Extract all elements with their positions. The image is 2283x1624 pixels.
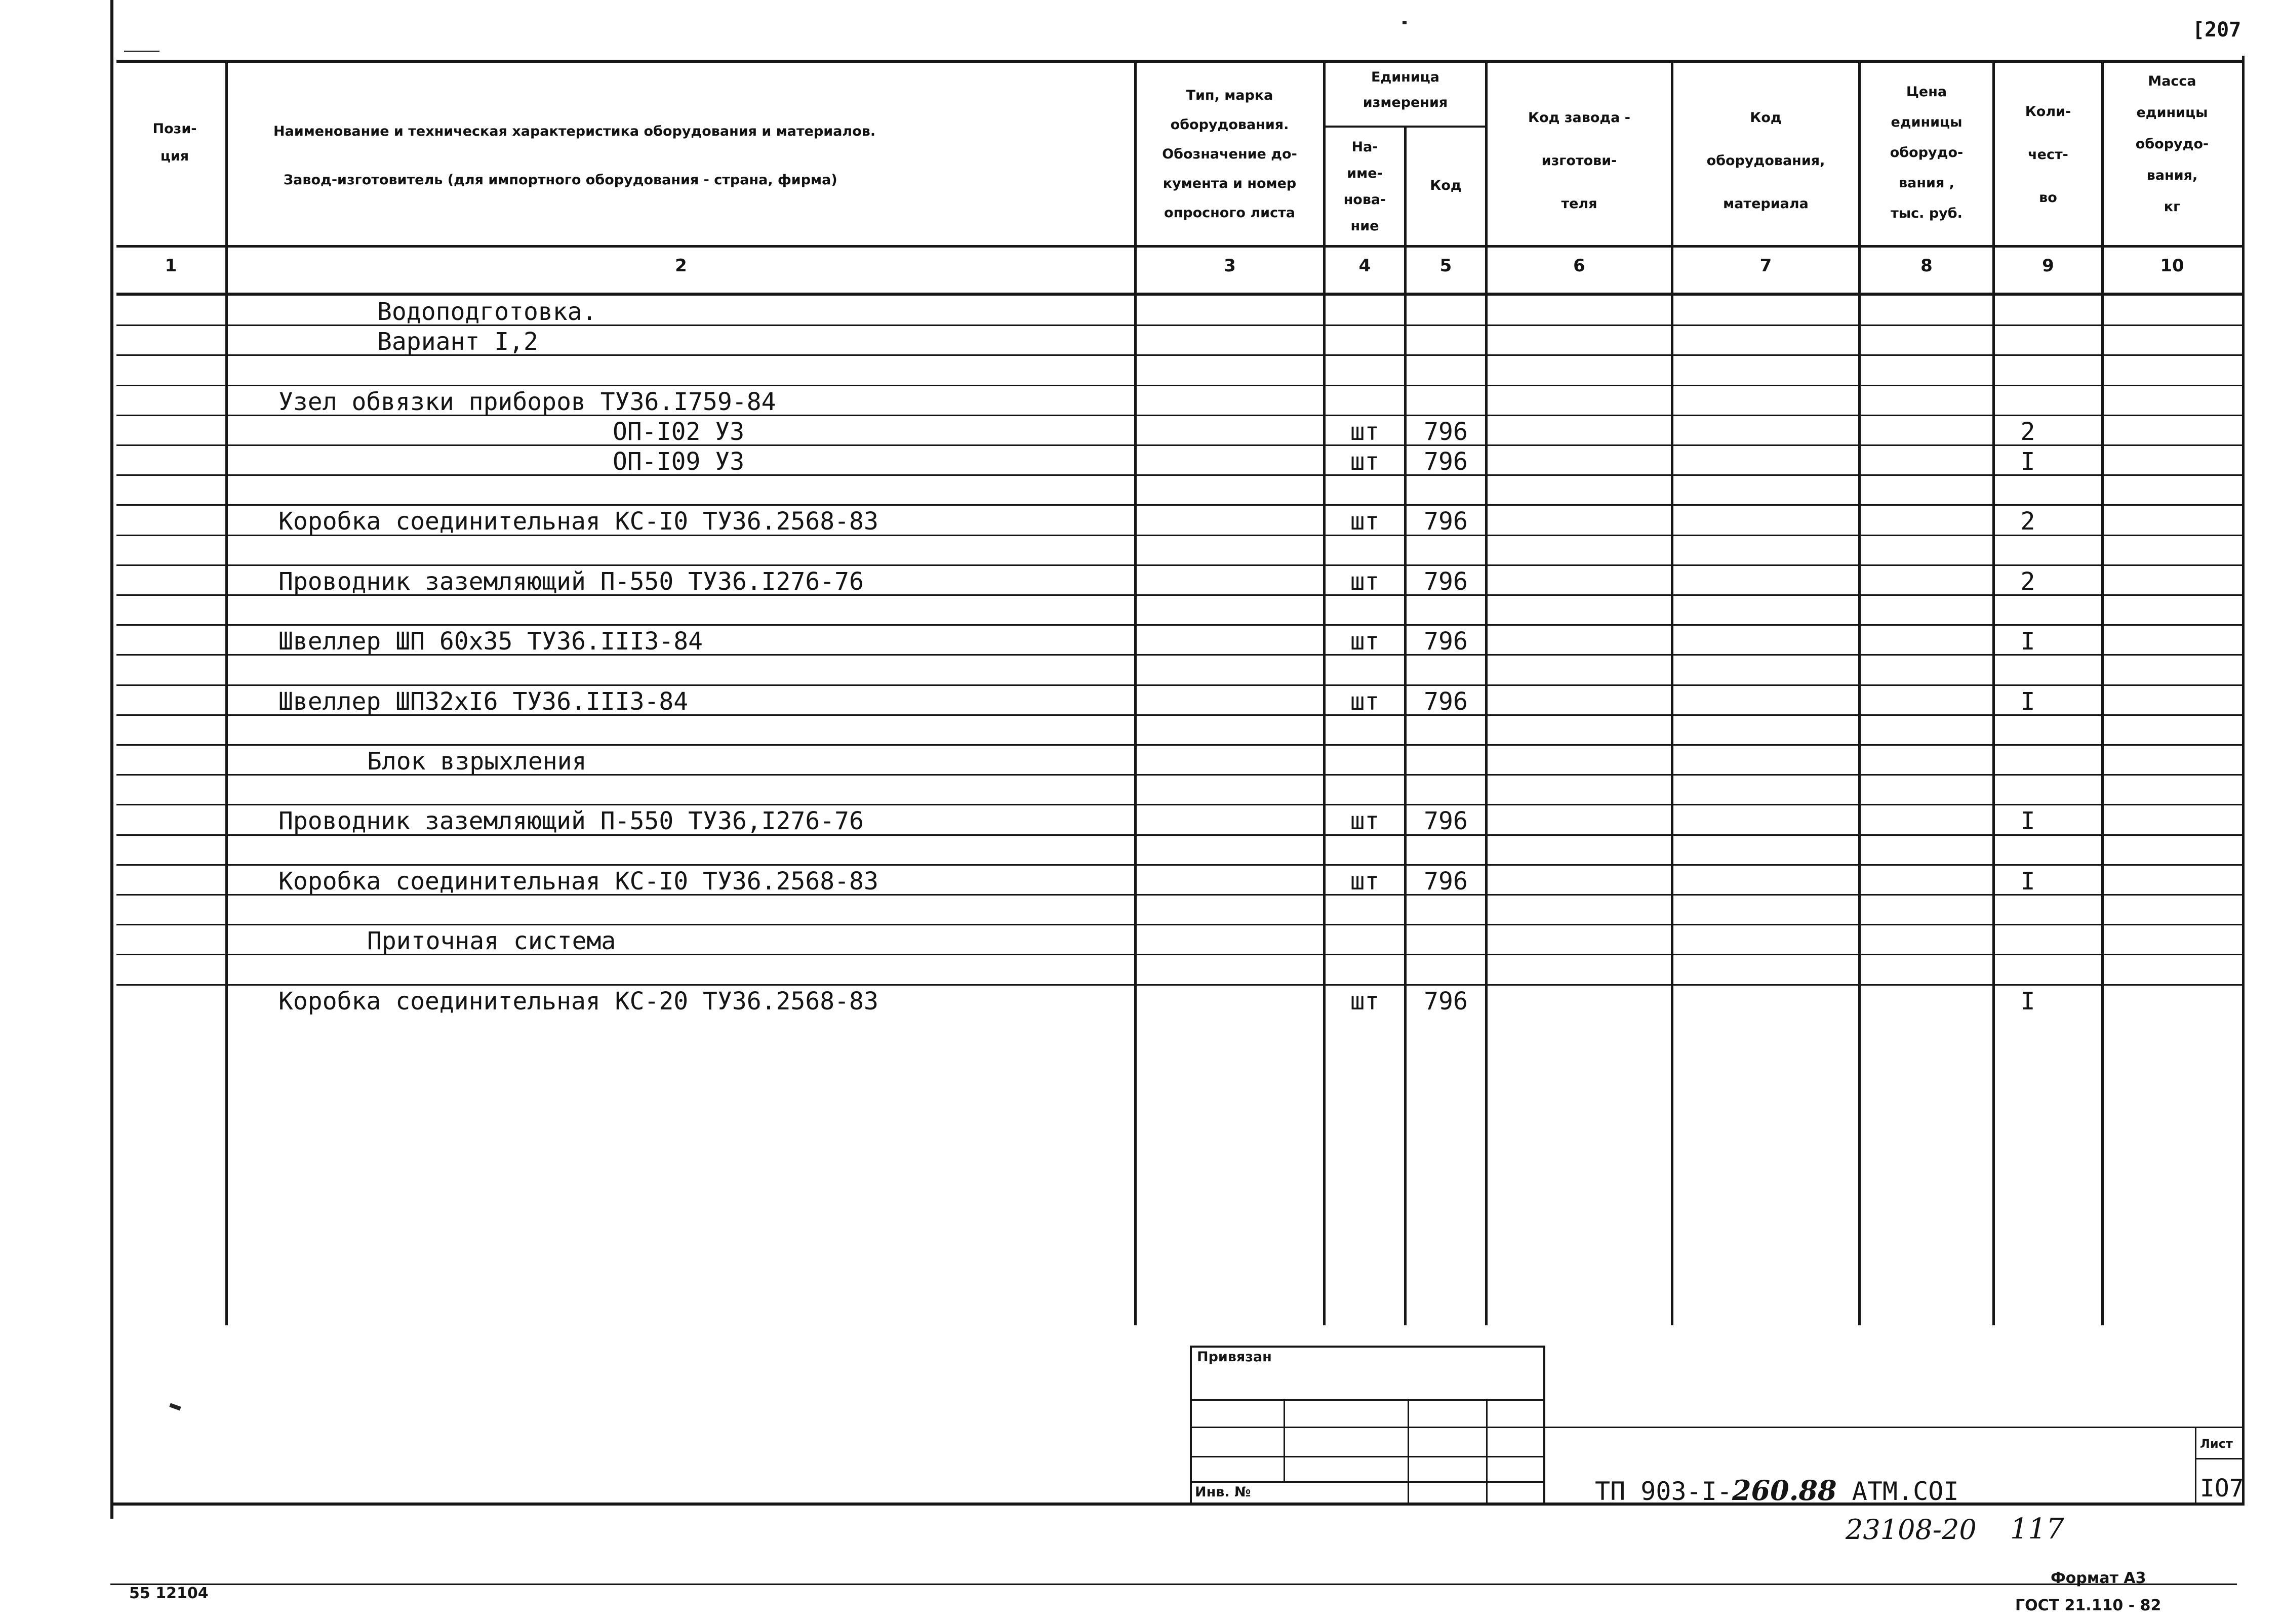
archive-sheet: 117 [2010, 1513, 2064, 1546]
row-line [116, 924, 2243, 925]
row-unit: шт [1350, 567, 1380, 596]
left-margin-line [110, 0, 113, 1519]
header-col3: Тип, марка оборудования. Обозначение до- кумента и номер опросного листа [1162, 88, 1297, 221]
row-unit: шт [1350, 867, 1380, 896]
row-name: Швеллер ШП 60х35 ТУ36.III3-84 [278, 627, 703, 656]
row-unit: шт [1350, 627, 1380, 656]
stamp-right-line [1543, 1346, 1545, 1504]
row-line [116, 684, 2243, 686]
privyazan-label: Привязан [1197, 1349, 1272, 1365]
header-col1: Пози- ция [152, 121, 197, 164]
row-quantity: I [2020, 867, 2035, 896]
row-quantity: I [2020, 627, 2035, 656]
row-name: Коробка соединительная КС-I0 ТУ36.2568-83 [278, 507, 878, 536]
format-label: Формат А3 [2051, 1569, 2146, 1587]
scan-speck [169, 1403, 181, 1410]
row-name: Проводник заземляющий П-550 ТУ36.I276-76 [278, 567, 864, 596]
row-name: ОП-I09 У3 [613, 448, 745, 476]
row-quantity: 2 [2020, 567, 2035, 596]
archive-number: 23108-20 [1846, 1514, 1977, 1546]
scan-speck [124, 51, 159, 52]
header-col7: Код оборудования, материала [1706, 110, 1825, 212]
top-corner-number: [207 [2192, 18, 2241, 42]
row-line [116, 744, 2243, 746]
sheet-number: IО7 [2200, 1474, 2244, 1503]
frame-top-line [116, 60, 2243, 63]
col-line-4 [1404, 126, 1407, 1325]
row-line [116, 385, 2243, 386]
column-number: 6 [1573, 256, 1585, 276]
row-quantity: I [2020, 987, 2035, 1016]
column-number: 4 [1358, 256, 1371, 276]
row-quantity: 2 [2020, 507, 2035, 536]
col-line-1 [225, 60, 228, 1325]
row-line [116, 474, 2243, 476]
row-code: 796 [1424, 567, 1468, 596]
column-number: 9 [2042, 256, 2054, 276]
row-name: Приточная система [367, 927, 616, 955]
col-line-9 [2101, 60, 2104, 1325]
row-unit: шт [1350, 507, 1380, 536]
stamp-left-line [1190, 1346, 1192, 1504]
sheet-label: Лист [2200, 1437, 2233, 1451]
row-code: 796 [1424, 687, 1468, 716]
col-line-7 [1858, 60, 1861, 1325]
row-quantity: I [2020, 448, 2035, 476]
stamp-col-line [1284, 1399, 1285, 1481]
row-name: Водоподготовка. [377, 298, 597, 326]
header-col9: Коли- чест- во [2025, 104, 2071, 206]
header-col4: На- име- нова- ние [1343, 139, 1386, 234]
stamp-row-line [1190, 1399, 1544, 1401]
column-number: 10 [2160, 256, 2184, 276]
stamp-col-line [1408, 1399, 1409, 1504]
header-col8: Цена единицы оборудо- вания , тыс. руб. [1890, 84, 1964, 221]
unit-group-line [1323, 126, 1485, 128]
column-number: 1 [165, 256, 177, 276]
stamp-col-line [1486, 1399, 1488, 1504]
row-name: Вариант I,2 [377, 328, 538, 356]
sheet-box-line [2195, 1427, 2196, 1504]
sheet-box-line [2195, 1458, 2243, 1459]
column-number: 5 [1439, 256, 1452, 276]
row-code: 796 [1424, 807, 1468, 835]
row-name: Коробка соединительная КС-I0 ТУ36.2568-83 [278, 867, 878, 896]
stamp-top-line [1190, 1346, 1544, 1348]
row-name: Узел обвязки приборов ТУ36.I759-84 [278, 388, 776, 416]
header-col2: Наименование и техническая характеристика оборудования и материалов. Завод-изготовитель (для импортного оборудования - страна, фирма) [273, 124, 876, 188]
stamp-row-line [1190, 1427, 1544, 1428]
header-col6: Код завода - изготови- теля [1528, 110, 1630, 212]
row-quantity: 2 [2020, 418, 2035, 446]
row-name: Швеллер ШП32хI6 ТУ36.III3-84 [278, 687, 689, 716]
row-unit: шт [1350, 418, 1380, 446]
row-name: Коробка соединительная КС-20 ТУ36.2568-83 [278, 987, 878, 1016]
row-line [116, 864, 2243, 866]
col-line-5 [1485, 60, 1488, 1325]
row-unit: шт [1350, 687, 1380, 716]
column-number: 7 [1759, 256, 1772, 276]
row-line [116, 624, 2243, 626]
footer-line [110, 1584, 2237, 1585]
row-line [116, 804, 2243, 805]
row-quantity: I [2020, 807, 2035, 835]
row-name: Блок взрыхления [367, 747, 587, 776]
row-name: Проводник заземляющий П-550 ТУ36,I276-76 [278, 807, 864, 835]
column-number: 2 [675, 256, 687, 276]
row-code: 796 [1424, 867, 1468, 896]
col-line-2 [1134, 60, 1137, 1325]
header-unit-group: Единица измерения [1363, 69, 1448, 110]
row-line [116, 564, 2243, 566]
document-designation: ТП 903-I-260.88 АТМ.СОI [1595, 1474, 1959, 1507]
frame-right-line [2242, 56, 2245, 1506]
row-unit: шт [1350, 448, 1380, 476]
gost-label: ГОСТ 21.110 - 82 [2015, 1597, 2161, 1614]
row-quantity: I [2020, 687, 2035, 716]
column-number: 8 [1920, 256, 1933, 276]
row-code: 796 [1424, 418, 1468, 446]
stamp-row-line [1190, 1481, 1544, 1483]
row-line [116, 444, 2243, 446]
row-code: 796 [1424, 627, 1468, 656]
designation-top-line [1544, 1427, 2243, 1428]
inv-no-label: Инв. № [1195, 1484, 1251, 1500]
row-line [116, 504, 2243, 506]
col-line-6 [1671, 60, 1673, 1325]
row-unit: шт [1350, 807, 1380, 835]
row-line [116, 984, 2243, 986]
scan-speck [1403, 21, 1407, 24]
header-bottom-line [116, 245, 2243, 248]
row-name: ОП-I02 У3 [613, 418, 745, 446]
row-unit: шт [1350, 987, 1380, 1016]
header-col5: Код [1430, 178, 1462, 193]
colnum-bottom-line [116, 293, 2243, 296]
stamp-row-line [1190, 1456, 1544, 1457]
row-code: 796 [1424, 507, 1468, 536]
header-col10: Масса единицы оборудо- вания, кг [2135, 73, 2209, 215]
column-number: 3 [1224, 256, 1236, 276]
row-code: 796 [1424, 987, 1468, 1016]
row-code: 796 [1424, 448, 1468, 476]
print-code: 55 12104 [129, 1585, 209, 1602]
